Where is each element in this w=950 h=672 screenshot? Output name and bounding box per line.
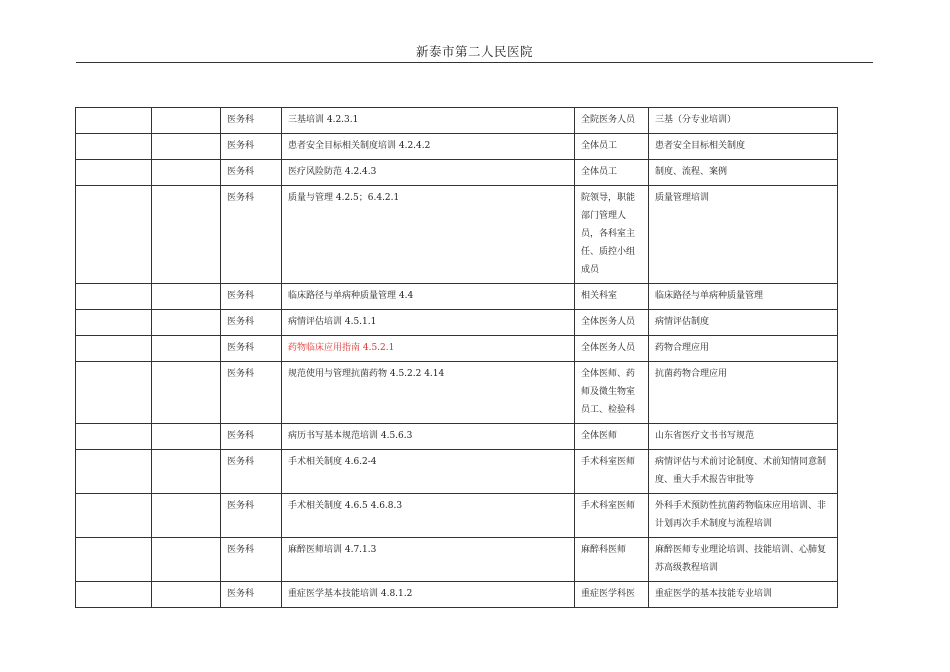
empty-cell: [152, 108, 221, 134]
training-content-cell: 重症医学的基本技能专业培训: [649, 582, 838, 608]
empty-cell: [152, 134, 221, 160]
training-content-cell: 制度、流程、案例: [649, 160, 838, 186]
empty-cell: [76, 310, 152, 336]
target-audience-cell: 相关科室: [575, 284, 649, 310]
empty-cell: [152, 186, 221, 284]
course-cell: 规范使用与管理抗菌药物 4.5.2.2 4.14: [282, 362, 575, 424]
table-row: [76, 336, 838, 362]
target-audience-cell: 全体医师、药师及微生物室员工、检验科: [575, 362, 649, 424]
page-header-title: 新泰市第二人民医院: [415, 44, 533, 59]
table-row: [76, 582, 838, 608]
empty-cell: [152, 582, 221, 608]
empty-cell: [76, 284, 152, 310]
department-cell: 医务科: [221, 494, 282, 538]
target-audience-cell: 全体员工: [575, 134, 649, 160]
target-audience-cell: 院领导，职能部门管理人员，各科室主任、质控小组成员: [575, 186, 649, 284]
table-row: [76, 160, 838, 186]
department-cell: 医务科: [221, 134, 282, 160]
target-audience-cell: 全体医务人员: [575, 336, 649, 362]
target-audience-cell: 全体员工: [575, 160, 649, 186]
empty-cell: [76, 538, 152, 582]
course-cell: 质量与管理 4.2.5；6.4.2.1: [282, 186, 575, 284]
empty-cell: [152, 538, 221, 582]
table-row: [76, 284, 838, 310]
empty-cell: [152, 160, 221, 186]
empty-cell: [76, 336, 152, 362]
empty-cell: [76, 160, 152, 186]
course-cell: 三基培训 4.2.3.1: [282, 108, 575, 134]
empty-cell: [152, 450, 221, 494]
course-cell: 手术相关制度 4.6.2-4: [282, 450, 575, 494]
training-content-cell: 病情评估制度: [649, 310, 838, 336]
department-cell: 医务科: [221, 186, 282, 284]
course-cell: 重症医学基本技能培训 4.8.1.2: [282, 582, 575, 608]
course-cell: 患者安全目标相关制度培训 4.2.4.2: [282, 134, 575, 160]
table-row: [76, 362, 838, 424]
target-audience-cell: 麻醉科医师: [575, 538, 649, 582]
training-content-cell: 质量管理培训: [649, 186, 838, 284]
target-audience-cell: 重症医学科医: [575, 582, 649, 608]
header-divider: [76, 62, 873, 63]
course-cell: 病情评估培训 4.5.1.1: [282, 310, 575, 336]
empty-cell: [76, 424, 152, 450]
training-content-cell: 三基（分专业培训）: [649, 108, 838, 134]
target-audience-cell: 全体医师: [575, 424, 649, 450]
training-table-body: [76, 108, 838, 608]
target-audience-cell: 全院医务人员: [575, 108, 649, 134]
department-cell: 医务科: [221, 310, 282, 336]
target-audience-cell: 全体医务人员: [575, 310, 649, 336]
training-plan-table: [75, 107, 838, 608]
department-cell: 医务科: [221, 160, 282, 186]
department-cell: 医务科: [221, 582, 282, 608]
training-content-cell: 山东省医疗文书书写规范: [649, 424, 838, 450]
empty-cell: [76, 362, 152, 424]
empty-cell: [76, 134, 152, 160]
department-cell: 医务科: [221, 538, 282, 582]
empty-cell: [76, 450, 152, 494]
training-content-cell: 病情评估与术前讨论制度、术前知情同意制度、重大手术报告审批等: [649, 450, 838, 494]
department-cell: 医务科: [221, 336, 282, 362]
department-cell: 医务科: [221, 284, 282, 310]
training-content-cell: 患者安全目标相关制度: [649, 134, 838, 160]
empty-cell: [152, 494, 221, 538]
empty-cell: [76, 494, 152, 538]
course-cell: 麻醉医师培训 4.7.1.3: [282, 538, 575, 582]
target-audience-cell: 手术科室医师: [575, 450, 649, 494]
table-row: [76, 134, 838, 160]
department-cell: 医务科: [221, 108, 282, 134]
course-cell: 医疗风险防范 4.2.4.3: [282, 160, 575, 186]
empty-cell: [152, 284, 221, 310]
table-row: [76, 450, 838, 494]
table-row: [76, 186, 838, 284]
table-row: [76, 538, 838, 582]
empty-cell: [76, 186, 152, 284]
empty-cell: [152, 310, 221, 336]
course-cell: 药物临床应用指南 4.5.2.1: [282, 336, 575, 362]
empty-cell: [152, 424, 221, 450]
course-cell: 病历书写基本规范培训 4.5.6.3: [282, 424, 575, 450]
department-cell: 医务科: [221, 424, 282, 450]
empty-cell: [76, 108, 152, 134]
empty-cell: [152, 336, 221, 362]
training-content-cell: 麻醉医师专业理论培训、技能培训、心肺复苏高级教程培训: [649, 538, 838, 582]
training-content-cell: 临床路径与单病种质量管理: [649, 284, 838, 310]
training-content-cell: 药物合理应用: [649, 336, 838, 362]
department-cell: 医务科: [221, 362, 282, 424]
course-cell: 手术相关制度 4.6.5 4.6.8.3: [282, 494, 575, 538]
training-content-cell: 抗菌药物合理应用: [649, 362, 838, 424]
target-audience-cell: 手术科室医师: [575, 494, 649, 538]
training-content-cell: 外科手术预防性抗菌药物临床应用培训、非计划再次手术制度与流程培训: [649, 494, 838, 538]
table-row: [76, 310, 838, 336]
table-row: [76, 424, 838, 450]
table-row: [76, 108, 838, 134]
empty-cell: [76, 582, 152, 608]
table-row: [76, 494, 838, 538]
department-cell: 医务科: [221, 450, 282, 494]
course-cell: 临床路径与单病种质量管理 4.4: [282, 284, 575, 310]
empty-cell: [152, 362, 221, 424]
